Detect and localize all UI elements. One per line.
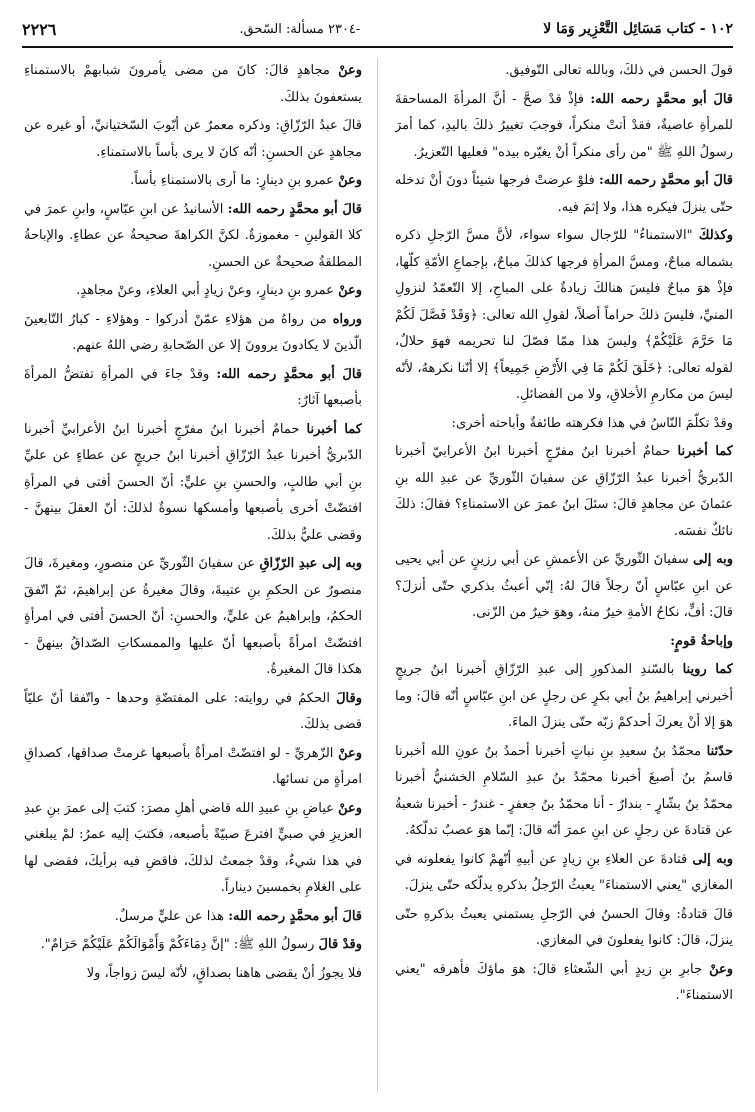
paragraph-lead: قالَ أبو محمَّدٍ رحمه الله: (216, 366, 362, 382)
paragraph-text: فلوْ عرضتْ فرجها شيئاً دونَ أنْ تدخله حتّى ينزلَ فيكره هذا، ولا إثمَ فيه. (395, 173, 733, 215)
paragraph-lead: وعنْ (338, 745, 362, 761)
paragraph-lead: حدّثنا (706, 743, 733, 759)
paragraph (395, 411, 733, 438)
paragraph-lead: كما روينا (682, 662, 733, 677)
paragraph-text: وقدْ تكلّمَ النّاسُ في هذا فكرهته طائفةٌ وأباحته أخرى: (451, 415, 733, 431)
paragraph (24, 932, 362, 959)
paragraph (24, 551, 362, 684)
paragraph-text: رسولُ اللهِ ﷺ: "إنَّ دِمَاءَكُمْ وَأَمْوَالَكُمْ عَلَيْكُمْ حَرَامٌ". (40, 937, 315, 952)
paragraph-lead: كما أخبرنا (306, 421, 362, 437)
paragraph-lead: قالَ أبو محمَّدٍ رحمه الله: (598, 173, 733, 188)
paragraph-lead: وبه إلى (692, 851, 733, 867)
paragraph-lead: قالَ أبو محمَّدٍ رحمه الله: (227, 201, 362, 217)
paragraph-text: عمرو بنِ دينارٍ: ما أرى بالاستمناءِ بأساً. (130, 173, 334, 188)
paragraph (24, 197, 362, 277)
paragraph-text: قالَ عبدُ الرّزّاقِ: وذكره معمرٌ عن أيّوبَ السّختيانيِّ، أو غيره عن مجاهدٍ عن الحسنِ: أنّه كانَ لا يرى بأساً بالاستمناءِ. (24, 118, 362, 160)
paragraph-lead: قالَ أبو محمَّدٍ رحمه الله: (590, 91, 733, 107)
paragraph-text: "الاستمناءُ" للرّجال سواء سواء، لأنَّ مسَّ الرّجلِ ذكره بشماله مباحٌ، ومسَّ المرأةِ فرجها كذلكَ مباحٌ، بإجماعِ الأمّةِ كلّها، فإذْ هوَ مباحٌ فليسَ هنالكَ زيادةٌ على المباحِ، إلا التّعمّدُ لنزولِ المنيِّ، فليسَ ذلكَ حراماً أصلاً، لقولِ الله تعالى: ﴿وَقَدْ فَصَّلَ لَكُمْ مَا حَرَّمَ عَلَيْكُمْ﴾ وليسَ هذا ممّا فصّلَ لنا تحريمه فهوَ حلالٌ، لقوله تعالى: ﴿خَلَقَ لَكُمْ مَا فِي الأَرْضِ جَمِيعاً﴾ إلا أنّنا نكرههُ، لأنّه ليسَ من مكارمِ الأخلاقِ، ولا من الفضائلِ. (395, 228, 733, 402)
paragraph-text: الحكمُ في روايته: على المفتضّةِ وحدها - واتّفقا أنّ عليّاً قضى بذلكَ. (24, 690, 362, 732)
paragraph (24, 961, 362, 988)
paragraph-lead: وعنْ (338, 173, 362, 188)
paragraph-text: محمّدُ بنُ سعيدِ بنِ نباتٍ أخبرنا أحمدُ بنُ عونِ الله أخبرنا قاسمُ بنُ أصبغَ أخبرنا محمّدُ بنُ عبدِ السّلامِ الخشنيُّ أخبرنا محمّدُ بنُ بشّارٍ - بندارٌ - أنا محمّدُ بنُ جعفرٍ - غندرٌ - أخبرنا شعبةُ عن قتادةَ عن رجلٍ عن ابنِ عمرَ أنّه قالَ: إنّما هوَ عصبٌ تدلّكهُ. (395, 743, 733, 838)
paragraph-lead: وقالَ (336, 690, 362, 706)
paragraph-text: مجاهدٍ قالَ: كانَ من مضى يأمرونَ شبابهمْ بالاستمناءِ يستعفونَ بذلكَ. (24, 63, 362, 105)
paragraph (24, 741, 362, 794)
page-number: ٢٢٢٦ (22, 19, 57, 39)
paragraph (395, 957, 733, 1010)
paragraph (395, 439, 733, 545)
paragraph-lead: وبه إلى عبدِ الرّزّاقِ (259, 556, 362, 571)
paragraph-text: قتادةَ عن العلاءِ بنِ زيادٍ عن أبيهِ أنّهمْ كانوا يفعلونه في المغازي "يعني الاستمناءَ" يعبثُ الرّجلُ بذكرهِ يدلّكه حتّى ينزلَ. (395, 851, 733, 893)
paragraph-text: وقدْ جاءَ في المرأةِ تفتضُّ المرأةَ بأصبعها آثارٌ: (24, 366, 362, 408)
paragraph (395, 87, 733, 167)
paragraph-lead: وإباحةُ قومٍ: (670, 633, 733, 649)
paragraph (24, 417, 362, 550)
paragraph-text: قولَ الحسن في ذلكَ، وبالله تعالى التّوفيق. (505, 63, 733, 78)
paragraph (24, 58, 362, 111)
paragraph-text: سفيانَ الثّوريِّ عن الأعمشِ عن أبي رزينٍ عن أبي يحيى عن ابنِ عبّاسٍ أنّ رجلاً قالَ لهُ: إنّي أعبثُ بذكري حتّى أنزلَ؟ قالَ: أفٍّ، نكاحُ الأمةِ خيرٌ منهُ، وهوَ خيرٌ من الزّنى. (395, 552, 733, 620)
paragraph-lead: كما أخبرنا (677, 444, 733, 459)
paragraph (24, 904, 362, 931)
paragraph-lead: وعنْ (709, 961, 733, 977)
paragraph (395, 547, 733, 627)
paragraph (395, 739, 733, 845)
paragraph (24, 362, 362, 415)
paragraph-text: عمرو بنِ دينارٍ، وعنْ زيادٍ أبي العلاءِ، وعنْ مجاهدٍ. (76, 283, 334, 298)
paragraph-text: عياضِ بنِ عبيدِ الله قاضي أهلِ مصرَ: كتبَ إلى عمرَ بنِ عبدِ العزيزِ في صبيٍّ افترعَ صبيّةً بأصبعه، فكتبَ إليه عمرُ: لمْ يبلغني في هذا شيءٌ، وقدْ جمعتُ لذلكَ، فاقضِ فيه برأيكَ، فقضى لها على الغلامِ بخمسينَ ديناراً. (24, 800, 362, 895)
paragraph (24, 168, 362, 195)
paragraph (395, 168, 733, 221)
paragraph-lead: وكذلكَ (698, 228, 733, 243)
paragraph-text: الأسانيدُ عن ابنِ عبّاسٍ، وابنِ عمرَ في كلا القولينِ - مغموزةٌ. لكنَّ الكراهةَ صحيحةٌ عن عطاءٍ. والإباحةُ المطلقةُ صحيحةٌ عن الحسنِ. (24, 201, 362, 270)
paragraph (395, 223, 733, 409)
header-rule (22, 46, 733, 48)
paragraph (24, 686, 362, 739)
paragraph-text: حمامٌ أخبرنا ابنُ مفرّجٍ أخبرنا ابنُ الأعرابيّ أخبرنا الدّبريُّ أخبرنا عبدُ الرّزّاقِ عن سفيانَ الثّوريِّ عن عبدِ الله بنِ عثمانَ عن مجاهدٍ قالَ: سئلَ ابنُ عمرَ عن الاستمناءِ؟ فقالَ: ذلكَ نائكٌ نفسَه. (395, 444, 733, 539)
paragraph-lead: وعنْ (338, 63, 362, 78)
paragraph-text: قالَ قتادةُ: وقالَ الحسنُ في الرّجلِ يستمني يعبثُ بذكرهِ حتّى ينزلَ، قالَ: كانوا يفعلونَ في المغازي. (395, 906, 733, 948)
paragraph-text: عن سفيانَ الثّوريِّ عن منصورٍ، ومغيرةَ، قالَ منصورٌ عن الحكمِ بنِ عتيبةَ، وقالَ مغيرةُ عن إبراهيمَ، ثمّ اتّفقَ الحكمُ، وإبراهيمُ عن عليٍّ، والحسنِ: أنّ الحسنَ أفتى في امرأةٍ افتضّتْ امرأةً بأصبعها أنّ عليها والممسكاتِ الصّداقُ بينهنَّ - هكذا قالَ المغيرةُ. (24, 556, 362, 677)
paragraph (24, 278, 362, 305)
paragraph (395, 902, 733, 955)
right-column (395, 58, 733, 1092)
paragraph-text: جابرِ بنِ زيدٍ أبي الشّعثاءِ قالَ: هوَ ماؤكَ فأهرقه "يعني الاستمناءَ". (395, 961, 733, 1003)
paragraph (24, 113, 362, 166)
paragraph-text: فلا يجوزُ أنْ يقضى هاهنا بصداقٍ، لأنّه ليسَ زواجاً، ولا (86, 965, 362, 981)
paragraph-lead: ورواه (332, 311, 362, 327)
paragraph-text: فإذْ قدْ صحَّ - أنَّ المرأةَ المساحقةَ للمرأةِ عاصيةٌ، فقدْ أتتْ منكراً، فوجبَ تغييرُ ذلكَ باليدِ، كما أمرَ رسولُ اللهِ ﷺ "من رأى منكراً أنْ يغيّره بيده" فعليها التّعزيرُ. (395, 91, 733, 160)
paragraph-lead: وقدْ قالَ (318, 937, 362, 952)
paragraph-lead: وعنْ (338, 283, 362, 298)
paragraph-lead: وعنْ (338, 800, 362, 816)
column-divider (377, 58, 378, 1092)
paragraph-lead: وبه إلى (692, 552, 733, 567)
paragraph-text: من رواهُ من هؤلاءِ عمّنْ أدركوا - وهؤلاءِ - كبارُ التّابعينَ الّذينَ لا يكادونَ يروونَ إلا عن الصّحابةِ رضي اللهُ عنهم. (24, 311, 362, 353)
paragraph-text: حمامٌ أخبرنا ابنُ مفرّجٍ أخبرنا ابنُ الأعرابيِّ أخبرنا الدّبريُّ أخبرنا عبدُ الرّزّاقِ أخبرنا ابنُ جريجٍ عن عطاءٍ عن عليِّ بنِ أبي طالبٍ، والحسنِ بنِ عليٍّ: أنّ الحسنَ أفتى في المرأةِ افتضّتْ أخرى بأصبعها وأمسكها نسوةٌ لذلكَ: أنّ العقلَ بينهنَّ - وقضى عليٌّ بذلكَ. (24, 421, 362, 543)
paragraph (395, 58, 733, 85)
paragraph-text: هذا عن عليٍّ مرسلٌ. (114, 908, 225, 924)
paragraph-lead: قالَ أبو محمَّدٍ رحمه الله: (228, 908, 362, 924)
page-header (22, 14, 733, 44)
paragraph-text: الزّهريِّ - لو افتضّتْ امرأةٌ بأصبعها غرمتْ صداقها، كصداقِ امرأةٍ من نسائها. (24, 745, 362, 787)
paragraph (24, 796, 362, 902)
paragraph-text: بالسّندِ المذكورِ إلى عبدِ الرّزّاقِ أخبرنا ابنُ جريجٍ أخبرني إبراهيمُ بنُ أبي بكرٍ عن رجلٍ عن ابنِ عبّاسٍ أنّه قالَ: وما هوَ إلا أنْ يعركَ أحدكمْ زبّه حتّى ينزلَ الماءَ. (395, 662, 733, 730)
left-column (24, 58, 362, 1092)
section-title: -٢٣٠٤ مسألة: السّحق. (239, 21, 361, 37)
paragraph (395, 657, 733, 737)
paragraph (24, 307, 362, 360)
paragraph (395, 629, 733, 656)
chapter-title: ١٠٢ - كتاب مَسَائِل التَّعْزِير وَمَا لا (543, 21, 733, 37)
paragraph (395, 847, 733, 900)
